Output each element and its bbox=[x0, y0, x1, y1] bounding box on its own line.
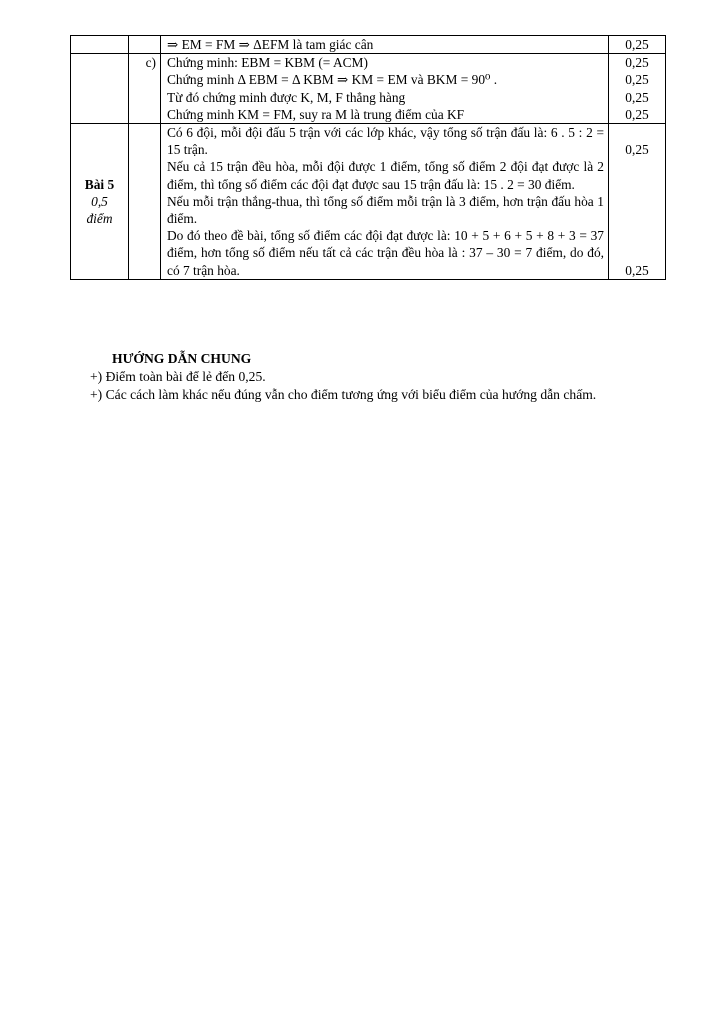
content-cell bbox=[161, 54, 609, 124]
grading-table bbox=[70, 35, 666, 280]
proof-line: Từ đó chứng minh được K, M, F thẳng hàng bbox=[167, 89, 406, 105]
solution-paragraph: Nếu cả 15 trận đều hòa, mỗi đội được 1 điểm, tổng số điểm 2 đội đạt được là 2 điểm, thì tổng số điểm các đội đạt được sau 15 trận đấu là: 15 . 2 = 30 điểm. bbox=[167, 159, 604, 192]
score-value: 0,25 bbox=[625, 72, 649, 88]
score-cell bbox=[609, 54, 666, 124]
guidance-title: HƯỚNG DẪN CHUNG bbox=[112, 351, 252, 366]
solution-paragraph: Có 6 đội, mỗi đội đấu 5 trận với các lớp khác, vậy tổng số trận đấu là: 6 . 5 : 2 = 15 trận. bbox=[167, 125, 604, 158]
content-cell bbox=[161, 36, 609, 54]
score-cell bbox=[609, 36, 666, 54]
part-cell bbox=[129, 36, 161, 54]
general-guidance bbox=[90, 350, 596, 404]
proof-line: Chứng minh KM = FM, suy ra M là trung điểm của KF bbox=[167, 106, 465, 122]
score-value: 0,25 bbox=[625, 89, 649, 105]
problem-cell bbox=[71, 36, 129, 54]
score-value: 0,25 bbox=[625, 106, 649, 122]
proof-line: ⇒ EM = FM ⇒ ΔEFM là tam giác cân bbox=[167, 37, 374, 52]
solution-paragraph: Nếu mỗi trận thắng-thua, thì tổng số điểm mỗi trận là 3 điểm, hơn trận đấu hòa 1 điểm. bbox=[167, 193, 604, 227]
problem-points-unit: điểm bbox=[86, 211, 113, 227]
table-row bbox=[71, 124, 666, 280]
problem-cell bbox=[71, 54, 129, 124]
table-row bbox=[71, 54, 666, 124]
problem-title: Bài 5 bbox=[84, 176, 115, 192]
content-cell bbox=[161, 124, 609, 280]
problem-points: 0,5 bbox=[91, 193, 108, 209]
score-value: 0,25 bbox=[625, 142, 649, 158]
proof-line: Chứng minh Δ EBM = Δ KBM ⇒ KM = EM và BKM = 90⁰ . bbox=[167, 72, 498, 88]
proof-line: Chứng minh: EBM = KBM (= ACM) bbox=[167, 55, 368, 71]
table-row bbox=[71, 36, 666, 54]
score-value: 0,25 bbox=[625, 37, 649, 52]
problem-label-cell bbox=[71, 124, 129, 280]
score-value: 0,25 bbox=[625, 262, 649, 278]
guidance-line: +) Điểm toàn bài để lẻ đến 0,25. bbox=[90, 369, 266, 384]
part-cell bbox=[129, 124, 161, 280]
guidance-line: +) Các cách làm khác nếu đúng vẫn cho điểm tương ứng với biểu điểm của hướng dẫn chấm. bbox=[90, 387, 597, 402]
part-label: c) bbox=[129, 54, 161, 124]
solution-paragraph: Do đó theo đề bài, tổng số điểm các đội đạt được là: 10 + 5 + 6 + 5 + 8 + 3 = 37 điểm, hơn tổng số điểm nếu tất cả các trận đều hòa là : 37 – 30 = 7 điểm, do đó, có 7 trận hòa. bbox=[167, 228, 604, 278]
score-cell bbox=[609, 124, 666, 280]
score-value: 0,25 bbox=[625, 55, 649, 71]
